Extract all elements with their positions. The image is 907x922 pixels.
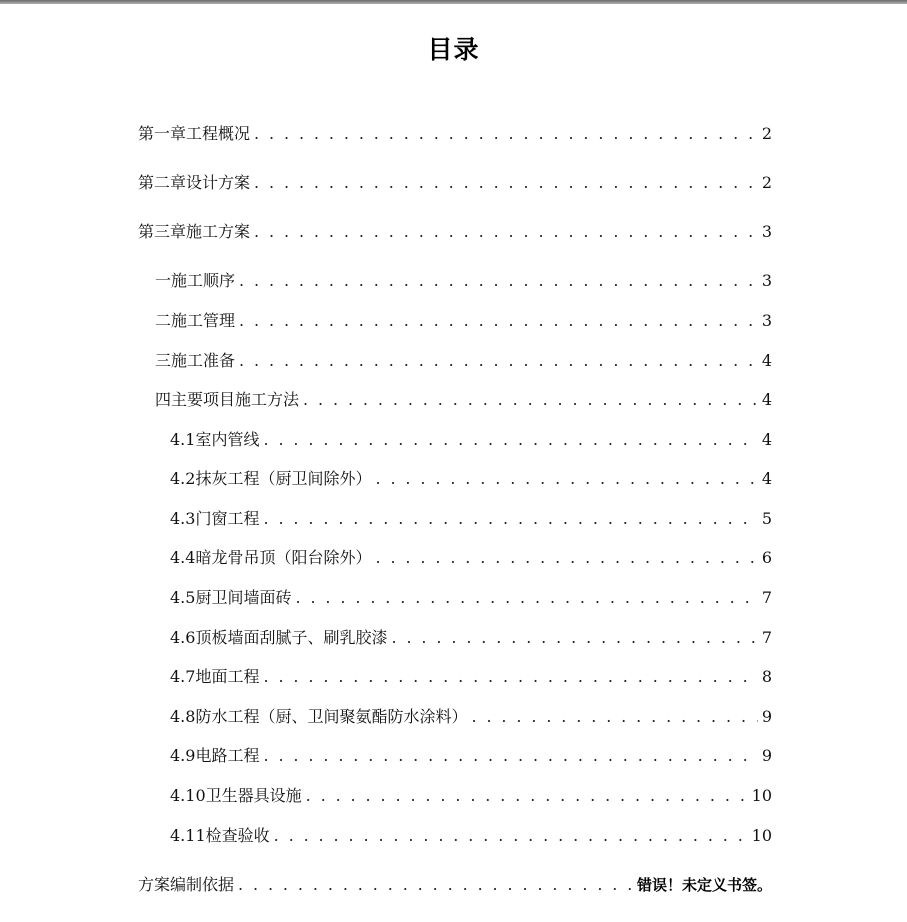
toc-page-number: 3 <box>761 271 772 290</box>
dot-leader <box>239 311 758 331</box>
toc-number: 4.9 <box>170 746 196 765</box>
toc-title: 防水工程（厨、卫间聚氨酯防水涂料） <box>195 707 468 726</box>
toc-page-number: 4 <box>761 469 772 488</box>
toc-page-number: 4 <box>761 430 772 449</box>
toc-section-4[interactable] <box>155 390 772 410</box>
bookmark-error-text: 错误！未定义书签。 <box>636 876 772 894</box>
toc-number: 第一章 <box>138 124 187 143</box>
toc-number: 4.3 <box>170 509 196 528</box>
toc-page-number: 9 <box>761 746 772 765</box>
toc-page-number: 3 <box>761 222 772 241</box>
toc-subsection-4-10[interactable] <box>170 786 772 806</box>
toc-number: 4.4 <box>170 548 196 567</box>
toc-page-number: 4 <box>761 390 772 409</box>
toc-subsection-4-1[interactable] <box>170 430 772 450</box>
toc-subsection-4-11[interactable] <box>170 826 772 846</box>
toc-subsection-4-2[interactable] <box>170 469 772 489</box>
toc-subsection-4-7[interactable] <box>170 667 772 687</box>
toc-page-number: 10 <box>751 786 772 805</box>
toc-title: 地面工程 <box>195 667 260 686</box>
toc-number: 4.6 <box>170 628 196 647</box>
dot-leader <box>303 390 758 410</box>
dot-leader <box>263 746 757 766</box>
dot-leader <box>263 509 757 529</box>
toc-page-number: 3 <box>761 311 772 330</box>
dot-leader <box>239 271 758 291</box>
toc-title: 施工管理 <box>171 311 236 330</box>
toc-number: 4.7 <box>170 667 196 686</box>
toc-number: 4.11 <box>170 826 206 845</box>
toc-number: 4.2 <box>170 469 196 488</box>
toc-page-number: 2 <box>761 124 772 143</box>
toc-number: 二 <box>155 311 172 330</box>
toc-page-number: 4 <box>761 351 772 370</box>
toc-chapter-1[interactable] <box>138 124 772 144</box>
toc-title: 工程概况 <box>186 124 251 143</box>
toc-number: 一 <box>155 271 172 290</box>
toc-title: 施工准备 <box>171 351 236 370</box>
toc-title: 设计方案 <box>186 173 251 192</box>
dot-leader <box>471 707 757 727</box>
dot-leader <box>375 548 757 568</box>
toc-page-number: 7 <box>761 628 772 647</box>
toc-number: 三 <box>155 351 172 370</box>
toc-page-number: 6 <box>761 548 772 567</box>
toc-page-number: 9 <box>761 707 772 726</box>
toc-section-1[interactable] <box>155 271 772 291</box>
toc-number: 4.8 <box>170 707 196 726</box>
dot-leader <box>375 469 757 489</box>
dot-leader <box>254 124 758 144</box>
dot-leader <box>306 786 748 806</box>
dot-leader <box>238 875 633 895</box>
toc-title: 施工方案 <box>186 222 251 241</box>
toc-title: 厨卫间墙面砖 <box>195 588 292 607</box>
dot-leader <box>239 351 758 371</box>
dot-leader <box>263 667 757 687</box>
toc-subsection-4-9[interactable] <box>170 746 772 766</box>
toc-title: 电路工程 <box>195 746 260 765</box>
toc-subsection-4-5[interactable] <box>170 588 772 608</box>
dot-leader <box>274 826 748 846</box>
toc-chapter-2[interactable] <box>138 173 772 193</box>
toc-number: 第三章 <box>138 222 187 241</box>
dot-leader <box>391 628 757 648</box>
toc-number: 4.1 <box>170 430 196 449</box>
toc-page-number: 2 <box>761 173 772 192</box>
toc-page-number: 8 <box>761 667 772 686</box>
toc-title: 抹灰工程（厨卫间除外） <box>195 469 372 488</box>
top-border <box>0 0 907 4</box>
toc-subsection-4-6[interactable] <box>170 628 772 648</box>
toc-title: 检查验收 <box>205 826 270 845</box>
toc-number: 4.5 <box>170 588 196 607</box>
dot-leader <box>254 173 758 193</box>
toc-page-number: 10 <box>751 826 772 845</box>
toc-subsection-4-4[interactable] <box>170 548 772 568</box>
toc-number: 第二章 <box>138 173 187 192</box>
toc-subsection-4-8[interactable] <box>170 707 772 727</box>
dot-leader <box>263 430 757 450</box>
toc-title: 顶板墙面刮腻子、刷乳胶漆 <box>195 628 388 647</box>
toc-title: 施工顺序 <box>171 271 236 290</box>
toc-title: 方案编制依据 <box>138 875 235 894</box>
toc-title: 卫生器具设施 <box>205 786 302 805</box>
toc-subsection-4-3[interactable] <box>170 509 772 529</box>
toc-title: 暗龙骨吊顶（阳台除外） <box>195 548 372 567</box>
toc-page-number: 7 <box>761 588 772 607</box>
toc-section-2[interactable] <box>155 311 772 331</box>
toc-number: 四 <box>155 390 172 409</box>
toc-title: 门窗工程 <box>195 509 260 528</box>
toc-chapter-3[interactable] <box>138 222 772 242</box>
toc-number: 4.10 <box>170 786 206 805</box>
page-title: 目录 <box>427 35 480 64</box>
toc-title: 室内管线 <box>195 430 260 449</box>
toc-title: 主要项目施工方法 <box>171 390 300 409</box>
toc-page-number: 5 <box>761 509 772 528</box>
toc-section-3[interactable] <box>155 351 772 371</box>
dot-leader <box>295 588 757 608</box>
toc-basis[interactable] <box>138 875 772 895</box>
dot-leader <box>254 222 758 242</box>
